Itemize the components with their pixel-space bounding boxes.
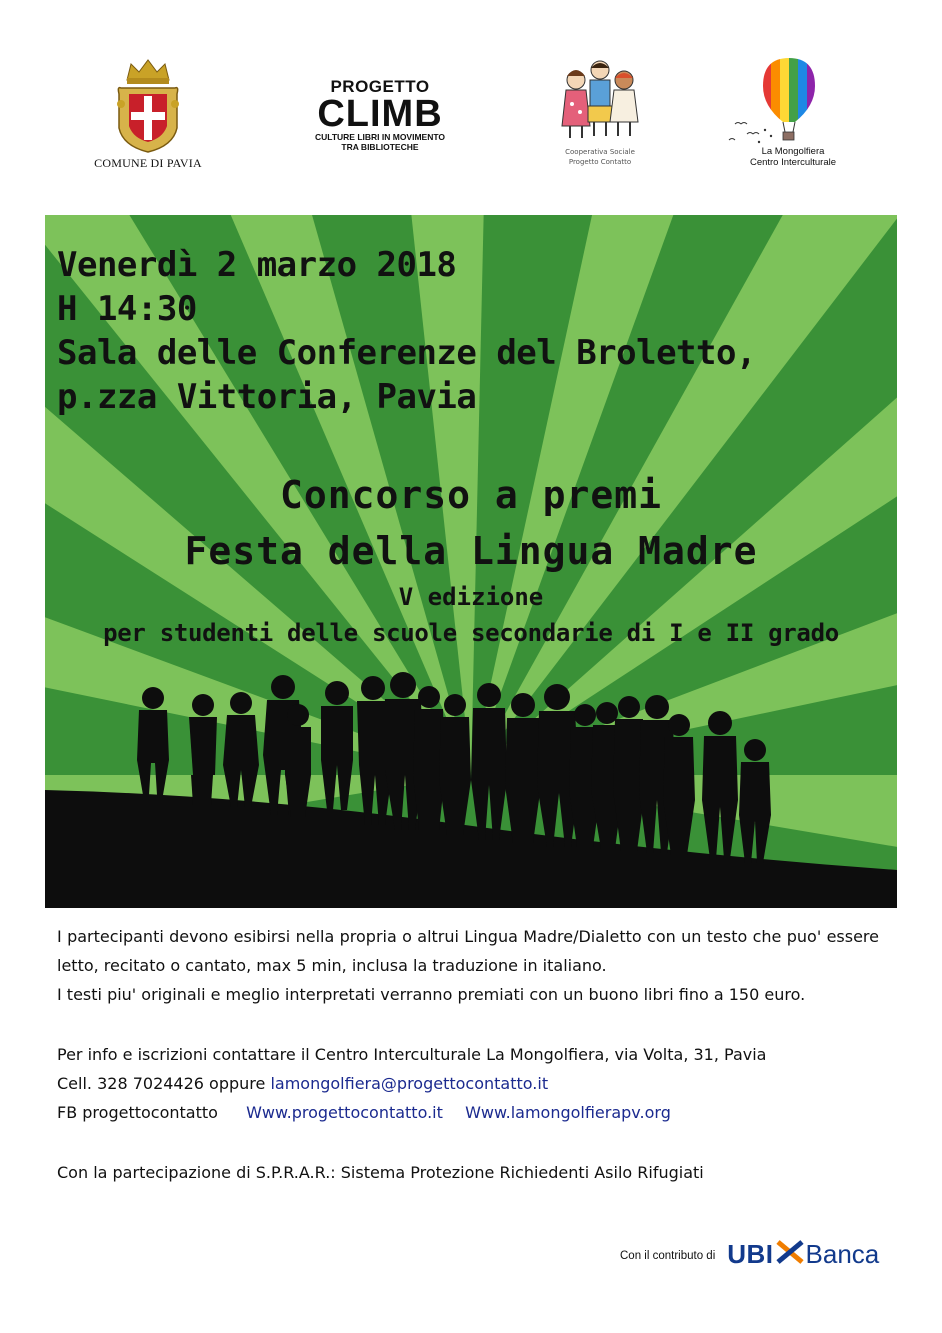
event-date: Venerdì 2 marzo 2018 <box>57 245 457 285</box>
event-venue: Sala delle Conferenze del Broletto, <box>57 333 756 373</box>
web-link-lamongolfiera[interactable]: Www.lamongolfierapv.org <box>465 1103 671 1122</box>
sponsor-text: Con il contributo di <box>620 1250 716 1262</box>
children-silhouette-illustration <box>45 215 897 908</box>
contact-paragraph <box>57 1040 879 1127</box>
email-link[interactable]: lamongolfiera@progettocontatto.it <box>270 1074 549 1093</box>
comune-di-pavia-logo <box>88 58 208 188</box>
climb-main-text: CLIMB <box>317 93 443 135</box>
mongolfiera-caption-1: La Mongolfiera <box>761 146 825 157</box>
contest-edition: V edizione <box>398 583 544 611</box>
web-line <box>57 1098 879 1127</box>
contest-title-2: Festa della Lingua Madre <box>184 529 758 573</box>
sponsor-block <box>620 1237 879 1271</box>
hot-air-balloon-icon <box>725 54 845 150</box>
mongolfiera-caption <box>743 146 843 168</box>
pavia-crest-icon <box>113 58 183 154</box>
web-link-progettocontatto[interactable]: Www.progettocontatto.it <box>246 1103 443 1122</box>
climb-sub-text-2: TRA BIBLIOTECHE <box>341 142 419 152</box>
banca-wordmark: Banca <box>805 1238 880 1269</box>
mongolfiera-caption-2: Centro Interculturale <box>749 157 837 168</box>
partnership-line: Con la partecipazione di S.P.R.A.R.: Sistema Protezione Richiedenti Asilo Rifugiati <box>57 1163 704 1182</box>
climb-sub-text-1: CULTURE LIBRI IN MOVIMENTO <box>314 132 445 142</box>
ubi-wordmark: UBI <box>727 1238 774 1269</box>
cell-prefix: Cell. 328 7024426 oppure <box>57 1074 271 1093</box>
contact-line: Per info e iscrizioni contattare il Centro Interculturale La Mongolfiera, via Volta, 31, Pavia <box>57 1045 767 1064</box>
contatto-caption-2: Progetto Contatto <box>568 158 632 166</box>
pavia-caption: COMUNE DI PAVIA <box>94 156 202 170</box>
children-drawing-icon <box>558 56 642 142</box>
rules-paragraph <box>57 922 879 1009</box>
event-address: p.zza Vittoria, Pavia <box>57 377 477 417</box>
rules-line-1: I partecipanti devono esibirsi nella propria o altrui Lingua Madre/Dialetto con un testo che puo' essere letto, recitato o cantato, max 5 min, inclusa la traduzione in italiano. <box>57 927 879 975</box>
logos-row <box>0 50 942 190</box>
progetto-contatto-logo <box>555 56 645 174</box>
contatto-caption-1: Cooperativa Sociale <box>565 148 635 156</box>
climb-top-text: PROGETTO <box>330 77 430 96</box>
contest-title-1: Concorso a premi <box>279 473 663 517</box>
progetto-climb-logo <box>300 78 460 168</box>
event-banner <box>45 215 897 908</box>
ubi-x-icon <box>776 1240 804 1268</box>
fb-text: FB progettocontatto <box>57 1103 218 1122</box>
la-mongolfiera-logo <box>725 54 845 174</box>
event-time: H 14:30 <box>57 289 197 329</box>
rules-line-2: I testi piu' originali e meglio interpretati verranno premiati con un buono libri fino a 150 euro. <box>57 985 806 1004</box>
contest-audience: per studenti delle scuole secondarie di I e II grado <box>103 619 839 647</box>
cell-line <box>57 1069 879 1098</box>
